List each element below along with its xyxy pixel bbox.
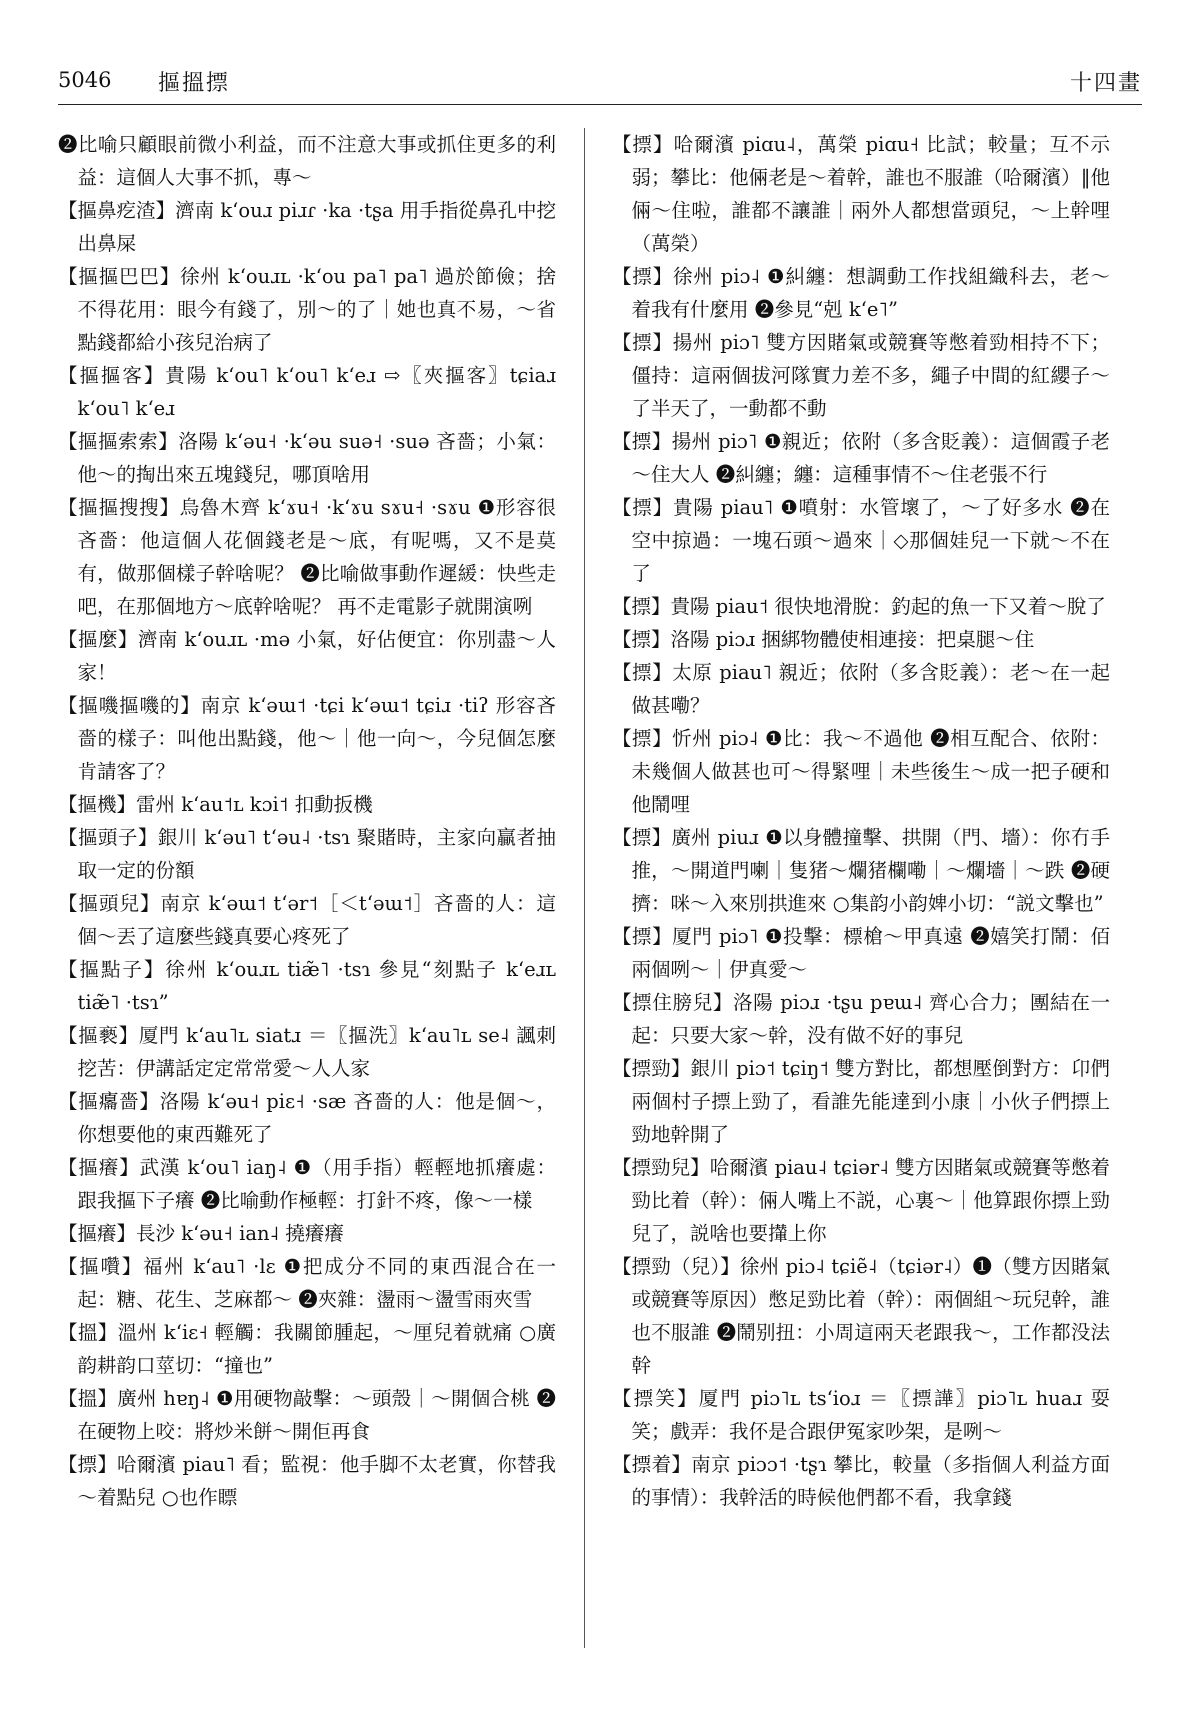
right-column bbox=[612, 128, 1110, 1688]
dictionary-entry: 【摽着】南京 piɔɔ˦ ·tʂɿ 攀比，較量（多指個人利益方面的事情）：我幹活的時候他們都不看，我拿錢 bbox=[612, 1453, 1110, 1509]
dictionary-entry: 【摽勁】銀川 piɔ˦ tɕiŋ˦ 雙方對比，都想壓倒對方：卬們兩個村子摽上勁了，看誰先能達到小康｜小伙子們摽上勁地幹開了 bbox=[612, 1057, 1110, 1146]
dictionary-entry: 【摳囋】福州 kʻau˥ ·lɛ ❶把成分不同的東西混合在一起：糖、花生、芝麻都～ ❷夾雜：盪雨～盪雪雨夾雪 bbox=[58, 1255, 556, 1311]
dictionary-entry: 【摽笑】厦門 piɔ˥ʟ tsʻioɹ ＝〖摽譁〗piɔ˥ʟ huaɹ 耍笑；戲弄：我伓是合跟伊冤家吵架，是咧～ bbox=[612, 1387, 1110, 1443]
dictionary-entry: 【摳頭子】銀川 kʻəu˥ tʻəu˨ ·tsɿ 聚賭時，主家向贏者抽取一定的份額 bbox=[58, 826, 556, 882]
dictionary-entry: 【摽勁（兒）】徐州 piɔ˨ tɕiẽ˨（tɕiər˨）❶（雙方因賭氣或競賽等原因）憋足勁比着（幹）：兩個組～玩兒幹，誰也不服誰 ❷鬧别扭：小周這兩天老跟我～，工作都没法幹 bbox=[612, 1255, 1110, 1377]
dictionary-entry: 【摽】太原 piau˥ 親近；依附（多含貶義）：老～在一起做甚嘞？ bbox=[612, 661, 1110, 717]
dictionary-entry: 【摳褻】厦門 kʻau˥ʟ siatɹ ＝〖摳洗〗kʻau˥ʟ se˨ 諷刺挖苦：伊講話定定常常愛～人人家 bbox=[58, 1024, 556, 1080]
dictionary-entry: 【摽】洛陽 piɔɹ 捆綁物體使相連接：把桌腿～住 bbox=[612, 628, 1035, 651]
dictionary-entry: 【摽】徐州 piɔ˨ ❶糾纏：想調動工作找組織科去，老～着我有什麼用 ❷參見“剋 kʻe˥” bbox=[612, 265, 1110, 321]
dictionary-entry: 【摽勁兒】哈爾濱 piau˨ tɕiər˨ 雙方因賭氣或競賽等憋着勁比着（幹）：倆人嘴上不説，心裏～｜他算跟你摽上勁兒了，説啥也要攆上你 bbox=[612, 1156, 1110, 1245]
dictionary-entry: 【摳癟嗇】洛陽 kʻəu˧ piɛ˧ ·sæ 吝嗇的人：他是個～，你想要他的東西難死了 bbox=[58, 1090, 556, 1146]
dictionary-entry: 【摳摳搜搜】烏魯木齊 kʻɤu˧ ·kʻɤu sɤu˧ ·sɤu ❶形容很吝嗇：他這個人花個錢老是～底，有呢嗎，又不是莫有，做那個樣子幹啥呢？ ❷比喻做事動作遲緩：快些走吧，在那個地方～底幹啥呢？ 再不走電影子就開演咧 bbox=[58, 496, 556, 618]
left-column bbox=[58, 128, 556, 1688]
dictionary-entry: 【摳機】雷州 kʻau˦ʟ kɔi˦ 扣動扳機 bbox=[58, 793, 373, 816]
dictionary-entry: 【摽】貴陽 piau˥ ❶噴射：水管壞了，～了好多水 ❷在空中掠過：一塊石頭～過來｜◇那個娃兒一下就～不在了 bbox=[612, 496, 1110, 585]
dictionary-entry: 【摳摳索索】洛陽 kʻəu˧ ·kʻəu suə˧ ·suə 吝嗇；小氣：他～的掏出來五塊錢兒，哪頂啥用 bbox=[58, 430, 556, 486]
dictionary-entry: 【摽】忻州 piɔ˨ ❶比：我～不過他 ❷相互配合、依附：未幾個人做甚也可～得緊哩｜未些後生～成一把子硬和他鬧哩 bbox=[612, 727, 1110, 816]
page-number: 5046 bbox=[58, 68, 112, 92]
dictionary-entry: 【摽】貴陽 piau˦ 很快地滑脫：釣起的魚一下又着～脫了 bbox=[612, 595, 1106, 618]
dictionary-entry: 【摽】廣州 piuɹ ❶以身體撞擊、拱開（門、墻）：你冇手推，～開道門喇｜隻猪～爛猪欄嘞｜～爛墻｜～跌 ❷硬擠：咪～入來別拱進來 ○集韵小韵婢小切：“説文擊也” bbox=[612, 826, 1110, 915]
dictionary-entry: 【摳摳客】貴陽 kʻou˥ kʻou˥ kʻeɹ ⇨〖夾摳客〗tɕiaɹ kʻou˥ kʻeɹ bbox=[58, 364, 556, 420]
dictionary-entry: 【摳麼】濟南 kʻouɹʟ ·mə 小氣，好佔便宜：你別盡～人家！ bbox=[58, 628, 556, 684]
dictionary-entry: 【摽】揚州 piɔ˥ 雙方因賭氣或競賽等憋着勁相持不下；僵持：這兩個拔河隊實力差不多，繩子中間的紅纓子～了半天了，一動都不動 bbox=[612, 331, 1110, 420]
dictionary-entry: 【摳頭兒】南京 kʻəɯ˦ tʻər˦［＜tʻəɯ˦］吝嗇的人：這個～丟了這麼些錢真要心疼死了 bbox=[58, 892, 556, 948]
dictionary-entry: 【摳癢】武漢 kʻou˥ iaŋ˨ ❶（用手指）輕輕地抓癢處：跟我摳下子癢 ❷比喻動作極輕：打針不疼，像～一樣 bbox=[58, 1156, 556, 1212]
dictionary-entry: 【摽】哈爾濱 piau˥ 看；監視：他手脚不太老實，你替我～着點兒 ○也作瞟 bbox=[58, 1453, 556, 1509]
dictionary-entry: 【摳癢】長沙 kʻəu˧ ian˨ 撓癢癢 bbox=[58, 1222, 344, 1245]
dictionary-entry: 【搵】廣州 hɐŋ˨ ❶用硬物敲擊：～頭殼｜～開個合桃 ❷在硬物上咬：將炒米餅～開佢再食 bbox=[58, 1387, 556, 1443]
dictionary-entry: 【摽】哈爾濱 piɑu˨，萬榮 piɑu˧ 比試；較量；互不示弱；攀比：他倆老是～着幹，誰也不服誰（哈爾濱）‖他倆～住啦，誰都不讓誰｜兩外人都想當頭兒，～上幹哩（萬榮） bbox=[612, 133, 1110, 255]
page-header bbox=[58, 60, 1142, 105]
dictionary-entry: 【摳嘰摳嘰的】南京 kʻəɯ˦ ·tɕi kʻəɯ˦ tɕiɹ ·tiʔ 形容吝嗇的樣子：叫他出點錢，他～｜他一向～，今兒個怎麼肯請客了？ bbox=[58, 694, 556, 783]
dictionary-entry: 【摽】揚州 piɔ˥ ❶親近；依附（多含貶義）：這個霞子老～住大人 ❷糾纏；纏：這種事情不～住老張不行 bbox=[612, 430, 1110, 486]
dictionary-entry: 【摳點子】徐州 kʻouɹʟ tiæ̃˥ ·tsɿ 參見“刻點子 kʻeɹʟ tiæ̃˥ ·tsɿ” bbox=[58, 958, 556, 1014]
dictionary-entry: 【摳鼻疙渣】濟南 kʻouɹ piɹɾ ·ka ·tʂa 用手指從鼻孔中挖出鼻屎 bbox=[58, 199, 556, 255]
column-divider bbox=[584, 128, 585, 1648]
dictionary-entry: 【摽】厦門 piɔ˥ ❶投擊：標槍～甲真遠 ❷嬉笑打鬧：佰兩個咧～｜伊真愛～ bbox=[612, 925, 1110, 981]
dictionary-entry: 【摽住膀兒】洛陽 piɔɹ ·tʂu pɐɯ˨ 齊心合力；團結在一起：只要大家～幹，没有做不好的事兒 bbox=[612, 991, 1110, 1047]
dictionary-entry: 【搵】溫州 kʻiɛ˧ 輕觸：我關節腫起，～厘兒着就痛 ○廣韵耕韵口莖切：“撞也” bbox=[58, 1321, 556, 1377]
dictionary-entry: 【摳摳巴巴】徐州 kʻouɹʟ ·kʻou pa˥ pa˥ 過於節儉；捨不得花用：眼今有錢了，別～的了｜她也真不易，～省點錢都給小孩兒治病了 bbox=[58, 265, 556, 354]
header-words: 摳搵摽 bbox=[158, 71, 231, 96]
stroke-count-label: 十四畫 bbox=[1069, 71, 1142, 96]
dictionary-entry: ❷比喻只顧眼前微小利益，而不注意大事或抓住更多的利益：這個人大事不抓，專～ bbox=[58, 133, 556, 189]
